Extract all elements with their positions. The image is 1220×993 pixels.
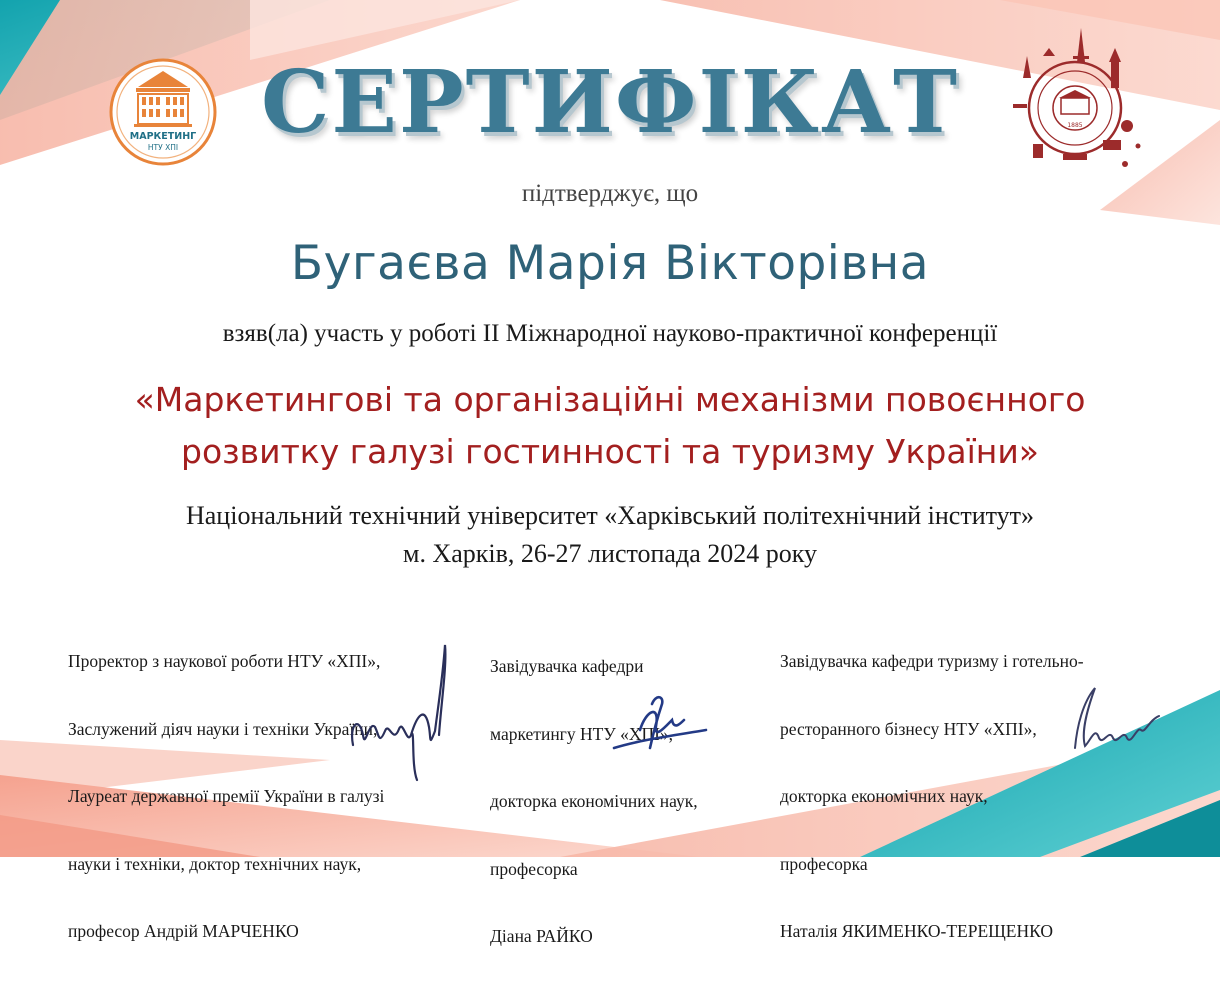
signatory-line: Заслужений діяч науки і техніки України,	[68, 718, 378, 739]
signatory-line: Діана РАЙКО	[490, 926, 593, 946]
signature-yakymenko	[1065, 680, 1165, 760]
signature-raiko	[610, 690, 720, 760]
signatory-line: професор Андрій МАРЧЕНКО	[68, 921, 299, 941]
signatory-line: Проректор з наукової роботи НТУ «ХПІ»,	[68, 651, 381, 671]
signatory-line: Завідувачка кафедри	[490, 656, 644, 676]
seal-year: 1885	[1067, 122, 1083, 129]
signatory-line: докторка економічних наук,	[780, 786, 988, 806]
certificate-title: СЕРТИФІКАТ	[260, 52, 959, 153]
signatory-line: Лауреат державної премії України в галузі	[68, 786, 385, 806]
confirms-text: підтверджує, що	[521, 180, 699, 207]
signatory-line: професорка	[490, 858, 578, 879]
university-name: Національний технічний університет «Харківський політехнічний інститут»	[185, 501, 1035, 530]
signatory-line: Наталія ЯКИМЕНКО-ТЕРЕЩЕНКО	[780, 921, 1053, 941]
conference-title-line-1: «Маркетингові та організаційні механізми повоєнного	[134, 380, 1086, 419]
place-date: м. Харків, 26-27 листопада 2024 року	[403, 539, 817, 568]
recipient-name: Бугаєва Марія Вікторівна	[290, 236, 930, 291]
signatory-line: маркетингу НТУ «ХПІ»,	[490, 723, 674, 744]
signatory-tourism-head	[780, 605, 1084, 988]
logo-text-marketing: МАРКЕТИНГ	[129, 131, 197, 142]
university-block	[0, 497, 1220, 573]
conference-title	[0, 374, 1220, 478]
signatory-line: професорка	[780, 853, 868, 874]
signatory-line: докторка економічних наук,	[490, 791, 698, 811]
participation-text: взяв(ла) участь у роботі ІІ Міжнародної науково-практичної конференції	[222, 320, 998, 347]
conference-title-line-2: розвитку галузі гостинності та туризму України»	[181, 432, 1039, 471]
signatory-line: Завідувачка кафедри туризму і готельно-	[780, 651, 1084, 671]
signature-marchenko	[345, 635, 455, 785]
logo-text-ntu: НТУ ХПІ	[147, 143, 179, 152]
signatory-line: науки і техніки, доктор технічних наук,	[68, 853, 362, 874]
signatory-line: ресторанного бізнесу НТУ «ХПІ»,	[780, 718, 1037, 739]
signatory-marketing-head	[490, 610, 698, 993]
signatory-vice-rector	[68, 605, 384, 988]
